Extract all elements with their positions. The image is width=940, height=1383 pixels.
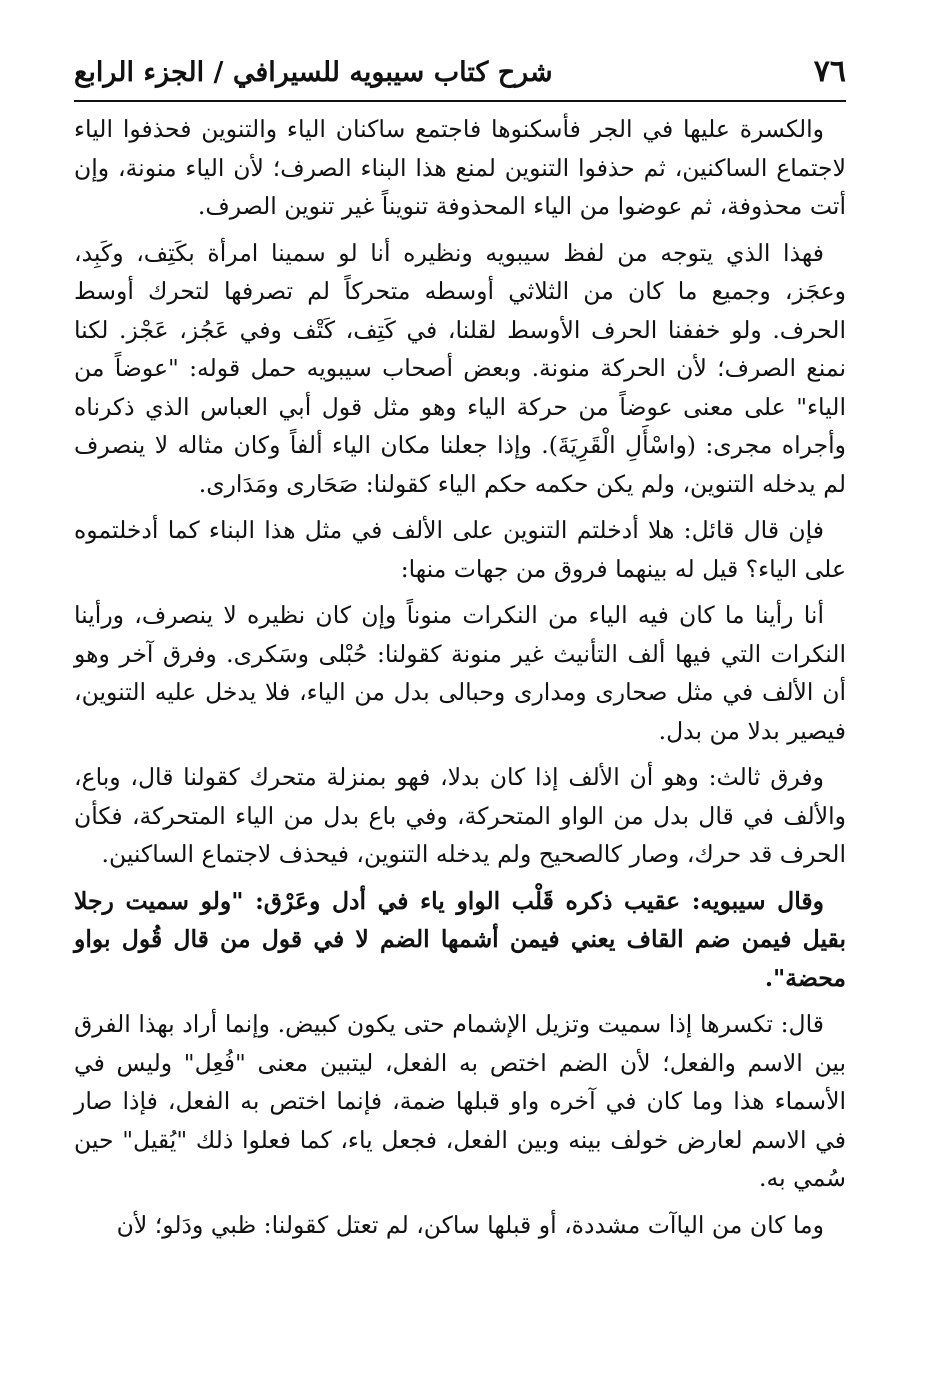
running-title: شرح كتاب سيبويه للسيرافي / الجزء الرابع	[74, 57, 553, 88]
paragraph: وفرق ثالث: وهو أن الألف إذا كان بدلا، فهو بمنزلة متحرك كقولنا قال، وباع، والألف في قال بدل من الواو المتحركة، وفي باع بدل من الياء المتحركة، فكأن الحرف قد حرك، وصار كالصحيح ولم يدخله التنوين، فيحذف لاجتماع الساكنين.	[74, 763, 846, 868]
paragraph: والكسرة عليها في الجر فأسكنوها فاجتمع ساكنان الياء والتنوين فحذفوا الياء لاجتماع الساكنين، ثم حذفوا التنوين لمنع هذا البناء الصرف؛ لأن الياء منونة، وإن أتت محذوفة، ثم عوضوا من الياء المحذوفة تنويناً غير تنوين الصرف.	[74, 115, 846, 220]
paragraph: وما كان من الياآت مشددة، أو قبلها ساكن، لم تعتل كقولنا: ظبي ودَلو؛ لأن	[116, 1210, 824, 1239]
paragraph: فإن قال قائل: هلا أدخلتم التنوين على الألف في مثل هذا البناء كما أدخلتموه على الياء؟ قيل له بينهما فروق من جهات منها:	[74, 516, 846, 583]
page-number: ٧٦	[813, 54, 846, 89]
paragraph: أنا رأينا ما كان فيه الياء من النكرات منوناً وإن كان نظيره لا ينصرف، ورأينا النكرات التي فيها ألف التأنيث غير منونة كقولنا: حُبْلى وسَكرى. وفرق آخر وهو أن الألف في مثل صحارى ومدارى وحبالى بدل من الياء، فلا يدخل عليه التنوين، فيصير بدلا من بدل.	[74, 601, 846, 745]
paragraph: قال: تكسرها إذا سميت وتزيل الإشمام حتى يكون كبيض. وإنما أراد بهذا الفرق بين الاسم والفعل؛ لأن الضم اختص به الفعل، ليتبين معنى "فُعِل" وليس في الأسماء هذا وما كان في آخره واو قبلها ضمة، فإنما اختص به الفعل، فإذا صار في الاسم لعارض خولف بينه وبين الفعل، فجعل ياء، كما فعلوا ذلك "يُقيل" حين سُمي به.	[74, 1010, 846, 1192]
quoted-text-paragraph: وقال سيبويه: عقيب ذكره قَلْب الواو ياء في أدل وعَرْق: "ولو سميت رجلا بقيل فيمن ضم القاف يعني فيمن أشمها الضم لا في قول من قال قُول بواو محضة".	[74, 886, 846, 992]
paragraph: فهذا الذي يتوجه من لفظ سيبويه ونظيره أنا لو سمينا امرأة بكَتِف، وكَبِد، وعجَز، وجميع ما كان من الثلاثي أوسطه متحركاً لم تصرفها لتحرك أوسط الحرف. ولو خففنا الحرف الأوسط لقلنا، في كَتِف، كَتْف وفي عَجُز، عَجْز. لكنا نمنع الصرف؛ لأن الحركة منونة. وبعض أصحاب سيبويه حمل قوله: "عوضاً من الياء" على معنى عوضاً من حركة الياء وهو مثل قول أبي العباس الذي ذكرناه وأجراه مجرى: (واسْأَلِ الْقَرِيَةَ). وإذا جعلنا مكان الياء ألفاً وكان مثاله لا ينصرف لم يدخله التنوين، ولم يكن حكمه حكم الياء كقولنا: صَحَارى ومَدَارى.	[74, 238, 846, 498]
page-header	[74, 52, 846, 96]
page-body	[74, 110, 846, 1252]
header-divider	[74, 100, 846, 102]
